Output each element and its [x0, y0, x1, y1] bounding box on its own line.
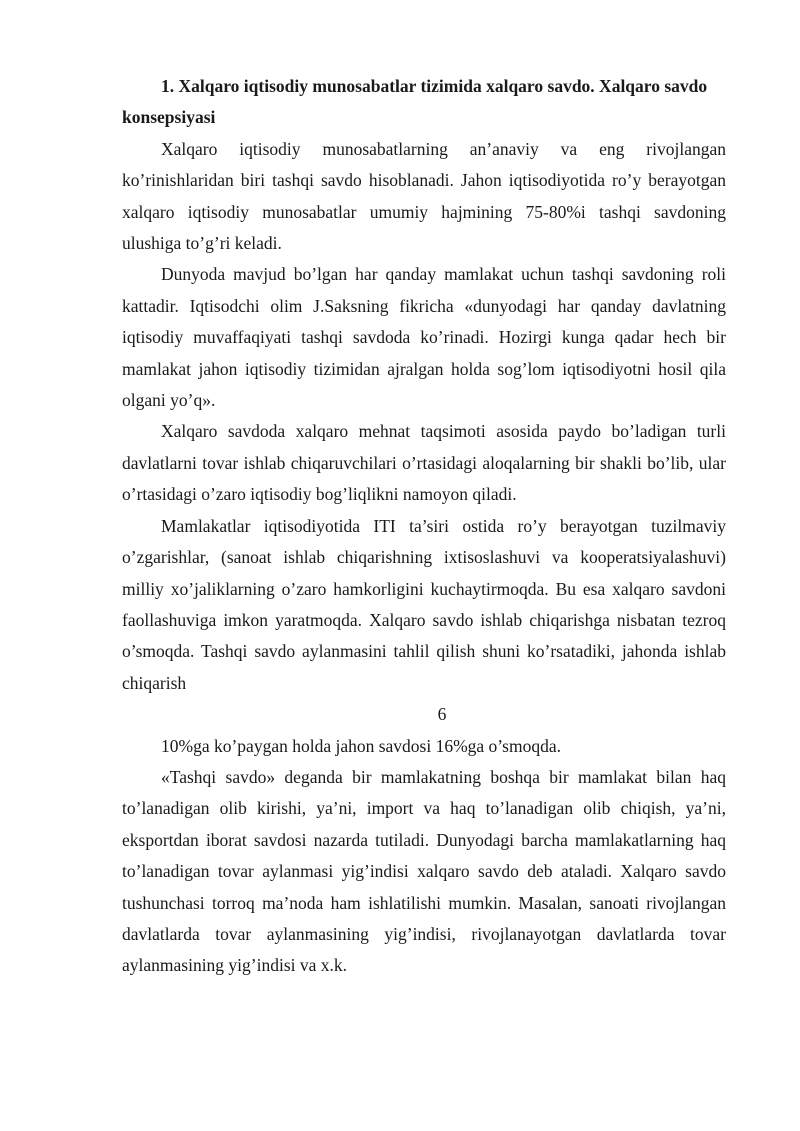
paragraph-structural-changes: Mamlakatlar iqtisodiyotida ITI ta’siri ostida ro’y berayotgan tuzilmaviy o’zgarishlar, (sanoat ishlab chiqarishning ixtisoslashuvi va kooperatsiyalashuvi) milliy xo’jaliklarning o’zaro hamkorligini kuchaytirmoqda. Bu esa xalqaro savdoni faollashuviga imkon yaratmoqda. Xalqaro savdo ishlab chiqarishga nisbatan tezroq o’smoqda. Tashqi savdo aylanmasini tahlil qilish shuni ko’rsatadiki, jahonda ishlab chiqarish: [122, 515, 726, 693]
paragraph-foreign-trade-definition: «Tashqi savdo» deganda bir mamlakatning boshqa bir mamlakat bilan haq to’lanadigan olib kirishi, ya’ni, import va haq to’lanadigan olib chiqish, ya’ni, eksportdan iborat savdosi nazarda tutiladi. Dunyodagi barcha mamlakatlarning haq to’lanadigan tovar aylanmasi yig’indisi xalqaro savdo deb ataladi. Xalqaro savdo tushunchasi torroq ma’noda ham ishlatilishi mumkin. Masalan, sanoati rivojlangan davlatlarda tovar aylanmasining yig’indisi, rivojlanayotgan davlatlarda tovar aylanmasining yig’indisi va x.k.: [122, 766, 726, 976]
document-page: [122, 71, 726, 982]
paragraph-role-of-trade: Dunyoda mavjud bo’lgan har qanday mamlakat uchun tashqi savdoning roli kattadir. Iqtisodchi olim J.Saksning fikricha «dunyodagi har qanday davlatning iqtisodiy muvaffaqiyati tashqi savdoda ko’rinadi. Hozirgi kunga qadar hech bir mamlakat jahon iqtisodiy tizimidan ajralgan holda sog’lom iqtisodiyotni hosil qila olgani yo’q».: [122, 264, 726, 411]
paragraph-division-of-labour: Xalqaro savdoda xalqaro mehnat taqsimoti asosida paydo bo’ladigan turli davlatlarni tovar ishlab chiqaruvchilari o’rtasidagi aloqalarning bir shakli bo’lib, ular o’rtasidagi o’zaro iqtisodiy bog’liqlikni namoyon qiladi.: [122, 421, 726, 505]
page-number: 6: [437, 704, 447, 725]
paragraph-trade-growth: 10%ga ko’paygan holda jahon savdosi 16%ga o’smoqda.: [161, 735, 561, 756]
section-heading: 1. Xalqaro iqtisodiy munosabatlar tizimida xalqaro savdo. Xalqaro savdo konsepsiyasi: [122, 76, 708, 128]
paragraph-intro: Xalqaro iqtisodiy munosabatlarning an’anaviy va eng rivojlangan ko’rinishlaridan biri tashqi savdo hisoblanadi. Jahon iqtisodiyotida ro’y berayotgan xalqaro iqtisodiy munosabatlar umumiy hajmining 75-80%i tashqi savdoning ulushiga to’g’ri keladi.: [122, 138, 726, 254]
